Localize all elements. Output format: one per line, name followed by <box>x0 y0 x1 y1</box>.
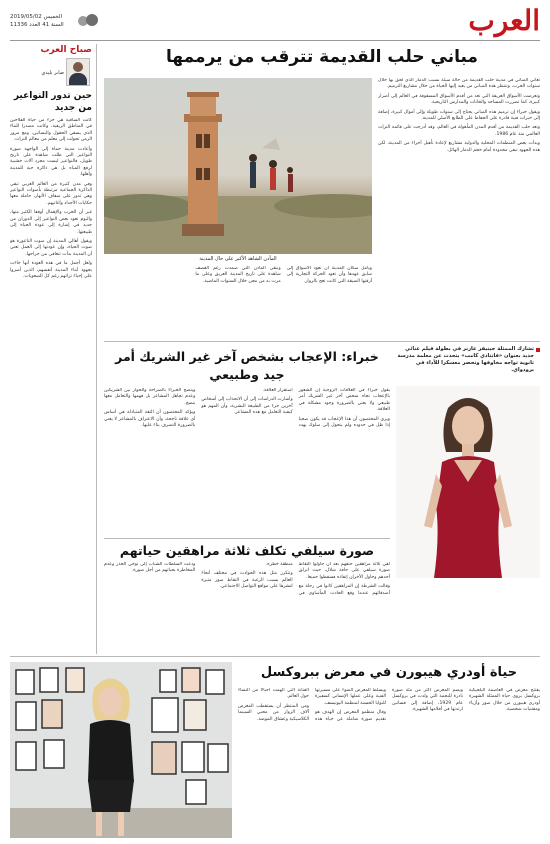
news-brief-text: تشارك الممثلة جينيفر غارنر في بطولة فيلم غنائي جديد بعنوان «فانتاذي كامب» يتحدث عن معلمة مدرسة ثانوية تواجه مخاوفها وتحضر معسكرا للأداء في برودواي. <box>397 346 534 373</box>
author-photo <box>66 58 90 86</box>
article1-paragraph: وتعرضت الأسواق العريقة التي تعد من أقدم الأسواق المسقوفة في العالم إلى أضرار كبيرة، كما تضررت المساجد والخانات والمدارس التاريخية. <box>378 93 540 106</box>
article1-paragraph: ويأمل سكان المدينة أن تعود الأسواق إلى سابق عهدها وأن تعود الحركة التجارية إلى أزقتها الضيقة التي كانت تعج بالزوار. <box>286 266 372 284</box>
sidebar-paragraph: وأعادت مدينة حماة إلى الواجهة صورة النواعير التي ظلت شاهدة على تاريخ طويل، فالنواعير ليست مجرد آلات خشبية لرفع المياه بل هي ذاكرة حية للمدينة وأهلها. <box>10 146 92 178</box>
sidebar-title: حين تدور النواعير من جديد <box>13 91 92 113</box>
article2-title: خبراء: الإعجاب بشخص آخر غير الشريك أمر جيد وطبيعي <box>115 349 379 382</box>
article1-title: مباني حلب القديمة تترقب من يرممها <box>166 47 478 67</box>
hepburn-photo <box>10 662 232 838</box>
bullet-icon <box>536 348 540 352</box>
article1-paragraph: ويقول خبراء إن ترميم هذه المباني يحتاج إلى سنوات طويلة وإلى أموال كبيرة، إضافة إلى خبرات فنية قادرة على الحفاظ على الطابع الأصلي للمدينة. <box>378 109 540 122</box>
logo: العرب <box>468 4 540 37</box>
article3-title: صورة سيلفي تكلف ثلاثة مراهقين حياتهم <box>119 543 375 558</box>
article4-title: حياة أودري هيبورن في معرض ببروكسل <box>260 665 518 680</box>
article3-paragraph: لقي ثلاثة مراهقين حتفهم بعد أن حاولوا التقاط صورة سيلفي على حافة شلال، حيث انزلق أحدهم وحاول الآخران إنقاذه فسقطوا جميعا. <box>298 562 390 580</box>
article3-body <box>104 562 390 652</box>
section-rule-2 <box>104 538 390 539</box>
masthead-rule <box>10 40 540 41</box>
article3-paragraph: وقالت الشرطة إن المراهقين كانوا في رحلة مع أصدقائهم عندما وقع الحادث المأساوي في منطقة خطرة. <box>265 562 390 596</box>
woman-in-red-dress-illustration <box>396 386 540 578</box>
article4-paragraph: ويضم المعرض أكثر من مئة صورة نادرة للنجمة التي ولدت في بروكسل عام 1929، إضافة إلى فساتين ارتدتها في أفلامها الشهيرة. <box>392 688 463 713</box>
article2-paragraph: ويؤكد المختصون أن الثقة المتبادلة هي أساس أي علاقة ناجحة، وأن الاعتراف بالمشاعر لا يعني بالضرورة التصرف بناء عليها. <box>104 410 196 429</box>
article2-body <box>104 388 390 534</box>
logo-mark <box>78 14 100 28</box>
article1-text-right <box>378 78 540 336</box>
sidebar-header: صباح العرب <box>40 45 92 55</box>
aleppo-photo-caption: المآذن الشاهد الأكبر على حال المدينة <box>199 256 277 262</box>
article4-body <box>238 688 540 836</box>
minaret-illustration <box>104 78 372 254</box>
article2-paragraph: وأشارت الدراسات إلى أن الانجذاب إلى أشخاص آخرين جزء من الطبيعة البشرية، وأن المهم هو كيفية التعامل مع هذه المشاعر. <box>201 397 293 416</box>
exhibition-illustration <box>10 662 232 838</box>
article3-paragraph: ودعت السلطات الشباب إلى توخي الحذر وعدم المخاطرة بحياتهم من أجل صورة. <box>104 562 196 574</box>
article1-text-bottom <box>104 266 372 338</box>
sidebar-paragraph: ولعل أجمل ما في هذه العودة أنها جاءت بجهود أبناء المدينة أنفسهم، الذين أصروا على إحياء تراثهم رغم كل الصعوبات. <box>10 261 92 279</box>
garner-photo <box>396 386 540 578</box>
aleppo-photo <box>104 78 372 254</box>
sidebar-paragraph: كانت الساقية هي جزء من حياة الفلاحين في المناطق الريفية، وكانت مصدرا للماء الذي يسقي الحقول والبساتين، ومع مرور الزمن تحولت إلى معلم من معالم التراث. <box>10 118 92 143</box>
sidebar-paragraph: وفي مدن كثيرة من العالم العربي تبقى الذاكرة الجماعية مرتبطة بأصوات النواعير وهي تدور على ضفاف الأنهار، حاملة معها حكايات الأجداد وأغانيهم. <box>10 181 92 206</box>
masthead <box>10 6 540 40</box>
article1-paragraph: وبدأت بعض المنظمات المحلية والدولية مشاريع لإعادة تأهيل أجزاء من المدينة، لكن هذه الجهود تبقى محدودة أمام حجم الدمار الهائل. <box>378 141 540 153</box>
article1-paragraph: تعاني المباني في مدينة حلب القديمة من حالة سيئة بسبب الدمار الذي لحق بها خلال سنوات الحرب، وتنتظر هذه المباني من يعيد إليها الحياة من خلال مشاريع الترميم. <box>378 78 540 90</box>
issue-date: الخميس 2019/05/02 <box>10 14 63 20</box>
section-rule-1 <box>104 341 540 342</box>
article3-paragraph: وتتكرر مثل هذه الحوادث في مختلف أنحاء العالم بسبب الرغبة في التقاط صور مثيرة لنشرها على مواقع التواصل الاجتماعي. <box>201 571 293 590</box>
article4-paragraph: ومن المنتظر أن يستقطب المعرض آلاف الزوار من محبي السينما الكلاسيكية وعشاق الموضة. <box>238 703 309 722</box>
issue-number: السنة 41 العدد 11336 <box>10 22 64 28</box>
article4-paragraph: وقال منظمو المعرض إن الهدف هو تقديم صورة شاملة عن حياة هذه الفنانة التي ألهمت أجيالا من النساء حول العالم. <box>238 688 386 722</box>
sidebar-paragraph: غير أن الحرب والإهمال أوقفا الكثير منها، واليوم تعود بعض النواعير إلى الدوران من جديد في إشارة إلى عودة الحياة إلى طبيعتها. <box>10 210 92 235</box>
article1-paragraph: وتبقى المآذن التي صمدت رغم القصف شاهدة على تاريخ المدينة العريق وعلى ما مرت به من محن خلال السنوات الماضية. <box>195 266 281 284</box>
author-name: صابر بليدي <box>41 70 64 76</box>
article2-paragraph: وينصح الخبراء بالصراحة والحوار بين الشريكين وعدم تجاهل المشاعر بل فهمها والتعامل معها بنضج. <box>104 388 196 406</box>
news-brief <box>396 346 540 384</box>
article4-paragraph: ويسلط المعرض الضوء على مسيرتها الفنية وعلى عملها الإنساني كسفيرة للنوايا الحسنة لمنظمة اليونيسف. <box>315 688 386 706</box>
section-rule-3 <box>10 656 540 657</box>
article2-paragraph: ويرى المختصون أن هذا الإعجاب قد يكون صحيا إذا ظل في حدوده ولم يتحول إلى سلوك يهدد استقرار العلاقة. <box>262 388 390 429</box>
article4-paragraph: يفتتح معرض في العاصمة البلجيكية بروكسل يروي حياة الممثلة الشهيرة أودري هيبورن من خلال صور وأزياء ومقتنيات شخصية. <box>469 688 540 713</box>
article1-paragraph: وتعد حلب القديمة من أقدم المدن المأهولة في العالم، وقد أدرجت على قائمة التراث العالمي منذ عام 1986. <box>378 125 540 137</box>
article2-paragraph: يقول خبراء في العلاقات الزوجية إن الشعور بالإعجاب تجاه شخص آخر غير الشريك أمر طبيعي ولا يعني بالضرورة وجود مشكلة في العلاقة. <box>298 388 390 413</box>
sidebar-divider <box>96 44 97 654</box>
sidebar-paragraph: ويقول أهالي المدينة إن صوت الناعورة هو صوت الحياة، وإن عودتها إلى العمل تعني أن المدينة بدأت تتعافى من جراحها. <box>10 238 92 257</box>
